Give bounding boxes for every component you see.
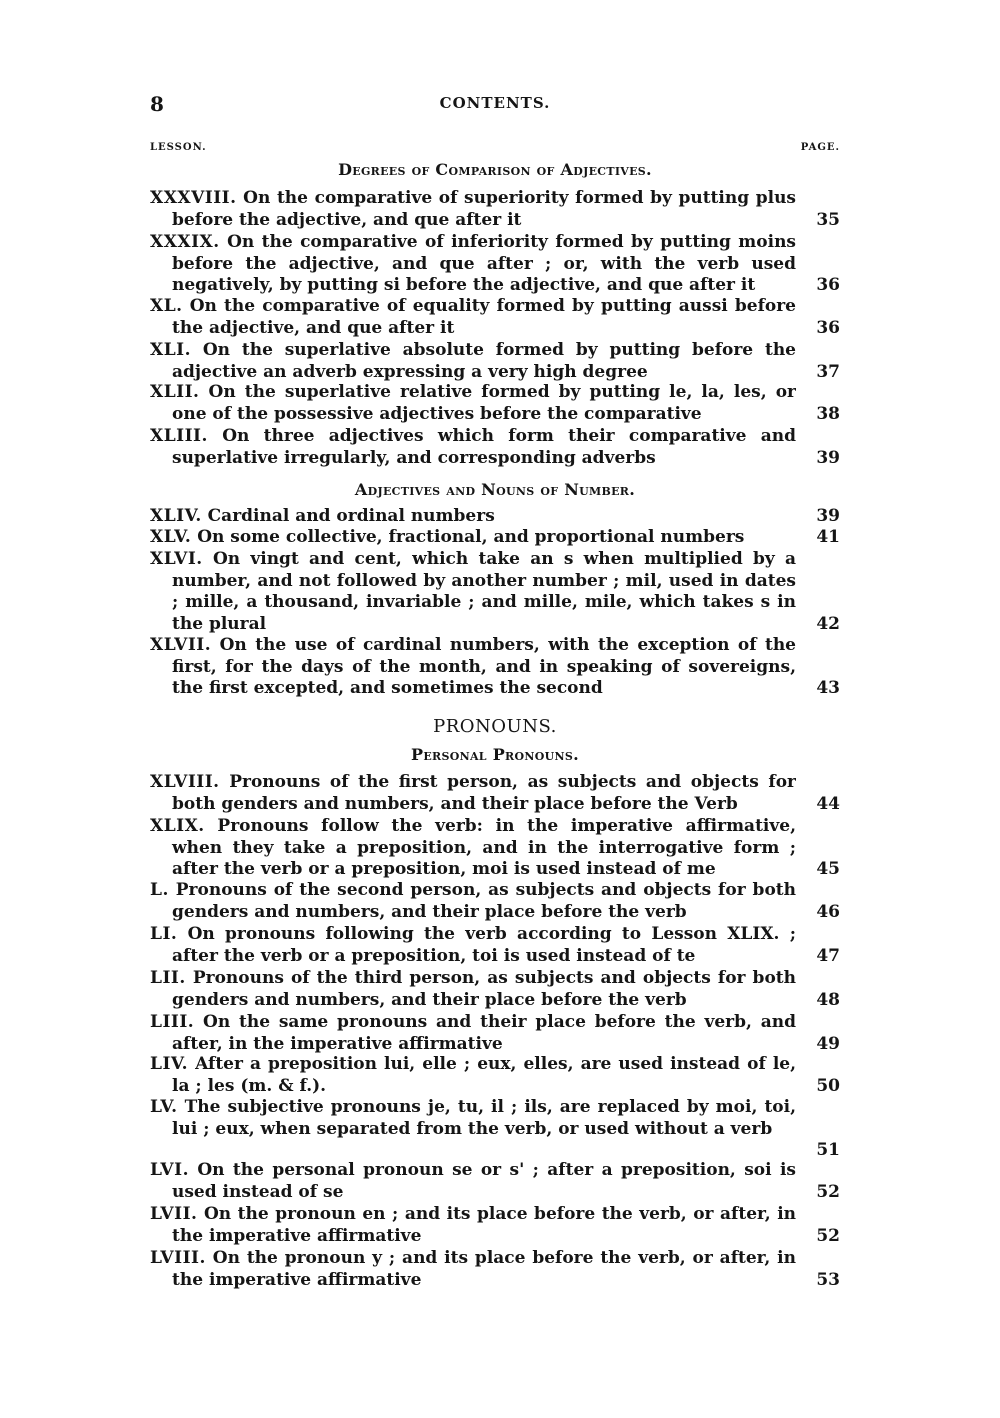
lesson-title: On the comparative of inferiority formed by putting moins before the adjective, and que after ; or, with the verb used negatively, by putting si before the adjective, and que after it — [172, 232, 796, 295]
lesson-number: LVII. — [150, 1204, 198, 1224]
toc-entry — [150, 232, 840, 297]
lesson-number: LIV. — [150, 1054, 189, 1074]
toc-entry-text — [150, 527, 796, 549]
toc-entry — [150, 816, 840, 881]
toc-entry-text — [150, 232, 796, 297]
lesson-title: On vingt and cent, which take an s when multiplied by a number, and not followed by another number ; mil, used in dates ; mille, a thousand, invariable ; and mille, mile, which takes s in the plural — [172, 549, 796, 634]
lesson-title: After a preposition lui, elle ; eux, elles, are used instead of le, la ; les (m. & f.). — [172, 1054, 796, 1096]
lesson-title: Pronouns of the first person, as subjects and objects for both genders and numbers, and their place before the Verb — [172, 772, 796, 814]
lesson-number: LV. — [150, 1097, 178, 1117]
lesson-number: LVIII. — [150, 1248, 206, 1268]
lesson-title: Pronouns follow the verb: in the imperative affirmative, when they take a preposition, and in the interrogative form ; after the verb or a preposition, moi is used instead of me — [172, 816, 796, 879]
lesson-title: On some collective, fractional, and proportional numbers — [197, 527, 745, 547]
page-reference: 45 — [816, 859, 840, 879]
page-reference: 36 — [816, 275, 840, 295]
lesson-number: XLIX. — [150, 816, 205, 836]
lesson-number: LI. — [150, 924, 178, 944]
toc-entry — [150, 527, 840, 549]
page-reference: 36 — [816, 317, 840, 338]
page-reference: 47 — [816, 945, 840, 966]
toc-entry-text — [150, 549, 796, 635]
page-reference: 43 — [816, 678, 840, 698]
page-reference: 49 — [816, 1033, 840, 1054]
lesson-number: XLVI. — [150, 549, 203, 569]
toc-entry — [150, 635, 840, 700]
toc-entry — [150, 340, 840, 383]
lesson-number: XLIV. — [150, 506, 202, 526]
lesson-title: On three adjectives which form their comparative and superlative irregularly, and corresponding adverbs — [172, 426, 796, 468]
toc-entry-text — [150, 635, 796, 700]
page-reference: 42 — [816, 613, 840, 634]
page-reference: 38 — [816, 403, 840, 424]
page-reference: 51 — [816, 1140, 840, 1160]
lesson-title: On the superlative relative formed by putting le, la, les, or one of the possessive adjectives before the comparative — [172, 382, 796, 424]
lesson-number: XLII. — [150, 382, 200, 402]
lesson-number: XL. — [150, 296, 183, 316]
page-reference: 53 — [816, 1269, 840, 1290]
toc-entry — [150, 772, 840, 815]
lesson-title: On pronouns following the verb according to Lesson XLIX. ; after the verb or a preposition, toi is used instead of te — [172, 924, 796, 966]
lesson-title: On the comparative of equality formed by putting aussi before the adjective, and que after it — [172, 296, 796, 338]
toc-entry-text — [150, 340, 796, 383]
lesson-title: On the same pronouns and their place before the verb, and after, in the imperative affirmative — [172, 1012, 796, 1054]
lesson-title: On the pronoun y ; and its place before the verb, or after, in the imperative affirmative — [172, 1248, 796, 1290]
lesson-number: XLIII. — [150, 426, 208, 446]
page-reference: 39 — [816, 447, 840, 468]
toc-entry — [150, 1054, 840, 1097]
toc-entry — [150, 382, 840, 425]
lesson-title: On the personal pronoun se or s' ; after a preposition, soi is used instead of se — [172, 1160, 796, 1202]
toc-entry-text — [150, 1097, 796, 1140]
running-header — [150, 92, 840, 116]
lesson-number: XLVII. — [150, 635, 212, 655]
toc-entry — [150, 924, 840, 967]
page-reference: 37 — [816, 361, 840, 382]
lesson-title: Pronouns of the third person, as subjects and objects for both genders and numbers, and their place before the verb — [172, 968, 796, 1010]
toc-entry-text — [150, 968, 796, 1011]
lesson-title: On the superlative absolute formed by putting before the adjective an adverb expressing a very high degree — [172, 340, 796, 382]
lesson-number: LII. — [150, 968, 186, 988]
toc-entry — [150, 549, 840, 635]
lesson-number: XLV. — [150, 527, 192, 547]
page-reference: 39 — [816, 506, 840, 526]
toc-entry-text — [150, 1204, 796, 1247]
toc-entry-text — [150, 924, 796, 967]
lesson-title: On the pronoun en ; and its place before the verb, or after, in the imperative affirmative — [172, 1204, 796, 1246]
page-reference: 41 — [816, 527, 840, 547]
lesson-number: LIII. — [150, 1012, 195, 1032]
page-reference: 44 — [816, 793, 840, 814]
lesson-number: XXXIX. — [150, 232, 220, 252]
page-reference: 52 — [816, 1181, 840, 1202]
section-heading-numbers: Adjectives and Nouns of Number. — [354, 480, 636, 499]
lesson-number: XXXVIII. — [150, 188, 237, 208]
toc-entry-text — [150, 506, 796, 528]
toc-entry-text — [150, 426, 796, 469]
running-title: CONTENTS. — [439, 94, 551, 112]
toc-entry — [150, 1204, 840, 1247]
page-column-label: PAGE. — [800, 142, 840, 153]
toc-entry-text — [150, 188, 796, 231]
toc-entry — [150, 968, 840, 1011]
toc-entry-text — [150, 772, 796, 815]
page-reference: 48 — [816, 989, 840, 1010]
toc-entry-text — [150, 296, 796, 339]
page-number: 8 — [150, 92, 164, 116]
section-heading-personal-pronouns: Personal Pronouns. — [411, 745, 579, 764]
page-reference: 46 — [816, 901, 840, 922]
toc-entry-text — [150, 880, 796, 923]
toc-entry-text — [150, 1054, 796, 1097]
lesson-number: XLI. — [150, 340, 192, 360]
toc-entry — [150, 426, 840, 469]
lesson-title: Pronouns of the second person, as subjects and objects for both genders and numbers, and their place before the verb — [172, 880, 796, 922]
lesson-title: On the use of cardinal numbers, with the exception of the first, for the days of the month, and in speaking of sovereigns, the first excepted, and sometimes the second — [172, 635, 796, 698]
toc-entry-text — [150, 1012, 796, 1055]
toc-entry-text — [150, 1248, 796, 1291]
toc-entry — [150, 296, 840, 339]
lesson-column-label: LESSON. — [150, 142, 207, 153]
toc-entry — [150, 880, 840, 923]
lesson-title: The subjective pronouns je, tu, il ; ils, are replaced by moi, toi, lui ; eux, when separated from the verb, or used without a verb — [172, 1097, 796, 1139]
page-reference: 52 — [816, 1225, 840, 1246]
page-reference: 50 — [816, 1075, 840, 1096]
toc-entry — [150, 1097, 840, 1162]
toc-entry — [150, 506, 840, 528]
lesson-number: L. — [150, 880, 169, 900]
toc-entry-text — [150, 816, 796, 881]
toc-entry — [150, 1248, 840, 1291]
page-reference: 35 — [816, 209, 840, 230]
toc-entry-text — [150, 382, 796, 425]
major-heading-pronouns: PRONOUNS. — [433, 716, 557, 737]
toc-entry — [150, 188, 840, 231]
lesson-title: Cardinal and ordinal numbers — [207, 506, 495, 526]
toc-entry-text — [150, 1160, 796, 1203]
section-heading-comparison: Degrees of Comparison of Adjectives. — [338, 160, 652, 179]
toc-entry — [150, 1160, 840, 1203]
lesson-number: LVI. — [150, 1160, 189, 1180]
lesson-number: XLVIII. — [150, 772, 220, 792]
lesson-title: On the comparative of superiority formed by putting plus before the adjective, and que after it — [172, 188, 796, 230]
toc-entry — [150, 1012, 840, 1055]
column-headings — [150, 142, 840, 158]
